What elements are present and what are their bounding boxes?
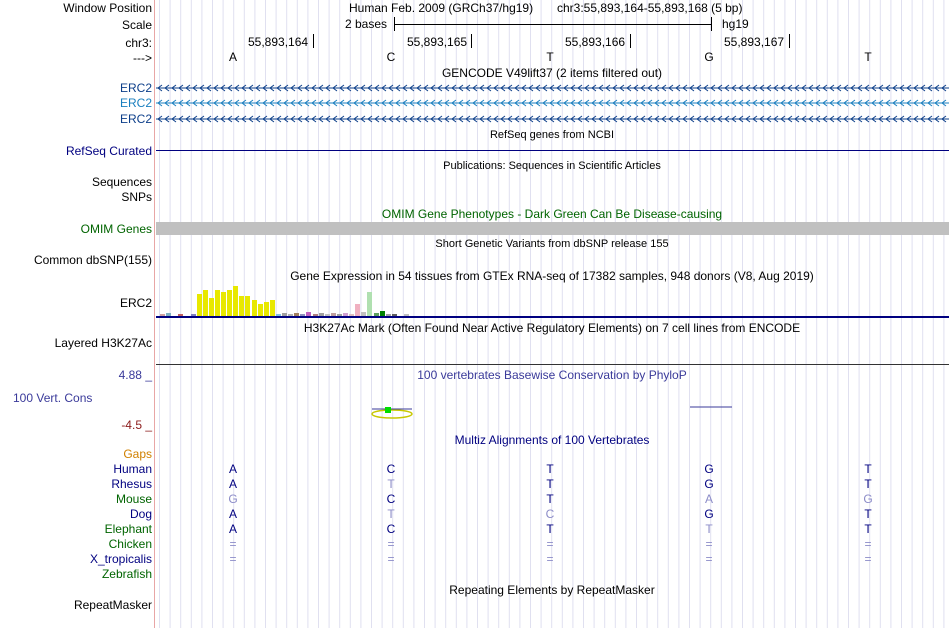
gtex-tissue-bar[interactable] — [258, 304, 263, 316]
alignment-base: A — [228, 522, 237, 536]
phylop-track-title[interactable]: 100 vertebrates Basewise Conservation by PhyloP — [417, 368, 687, 382]
chrom-label: chr3: — [125, 36, 152, 50]
snps-label[interactable]: SNPs — [121, 190, 152, 204]
scale-db: hg19 — [722, 17, 749, 31]
gtex-tissue-bar[interactable] — [245, 296, 250, 316]
gtex-tissue-bar[interactable] — [252, 300, 257, 316]
ref-base: G — [704, 50, 714, 64]
refseq-curated-label[interactable]: RefSeq Curated — [65, 144, 152, 158]
alignment-base: A — [228, 462, 237, 476]
alignment-base: C — [386, 522, 396, 536]
gtex-track-title[interactable]: Gene Expression in 54 tissues from GTEx RNA-seq of 17382 samples, 948 donors (V8, Aug 2019) — [290, 269, 814, 283]
species-label-mouse[interactable]: Mouse — [115, 492, 152, 506]
multiz-track-title[interactable]: Multiz Alignments of 100 Vertebrates — [454, 433, 650, 447]
species-label-dog[interactable]: Dog — [129, 507, 152, 521]
phylop-signal[interactable] — [156, 400, 949, 424]
coord-tick — [313, 34, 314, 48]
alignment-base: T — [546, 522, 554, 536]
alignment-base: T — [387, 507, 395, 521]
alignment-base: = — [387, 537, 395, 551]
window-position-value[interactable]: chr3:55,893,164-55,893,168 (5 bp) — [557, 1, 743, 15]
alignment-base: C — [386, 462, 396, 476]
alignment-base: T — [705, 522, 713, 536]
cons-max-label: 4.88 _ — [118, 368, 152, 382]
alignment-base: G — [704, 462, 714, 476]
ref-base: A — [228, 50, 237, 64]
ref-base: T — [546, 50, 554, 64]
alignment-base: T — [546, 492, 554, 506]
h3k27ac-track-title[interactable]: H3K27Ac Mark (Often Found Near Active Regulatory Elements) on 7 cell lines from ENCODE — [303, 321, 801, 335]
alignment-base: A — [228, 507, 237, 521]
h3k27ac-label[interactable]: Layered H3K27Ac — [54, 336, 152, 350]
gtex-tissue-bar[interactable] — [270, 300, 275, 316]
alignment-base: G — [228, 492, 238, 506]
scale-text: 2 bases — [345, 17, 388, 31]
cons-track-label[interactable]: 100 Vert. Cons — [13, 391, 93, 405]
scale-label: Scale — [121, 18, 152, 32]
gtex-tissue-bar[interactable] — [367, 292, 372, 316]
dbsnp-track-title[interactable]: Short Genetic Variants from dbSNP release 155 — [435, 238, 669, 250]
alignment-base: = — [229, 537, 237, 551]
alignment-base: T — [864, 462, 872, 476]
species-label-human[interactable]: Human — [113, 462, 152, 476]
gtex-tissue-bar[interactable] — [221, 292, 226, 316]
gtex-tissue-bar[interactable] — [215, 290, 220, 316]
species-label-elephant[interactable]: Elephant — [104, 522, 152, 536]
repeatmasker-label[interactable]: RepeatMasker — [73, 598, 152, 612]
dbsnp-label[interactable]: Common dbSNP(155) — [33, 253, 152, 267]
omim-genes-label[interactable]: OMIM Genes — [80, 222, 152, 236]
alignment-base: A — [228, 477, 237, 491]
alignment-base: G — [704, 507, 714, 521]
alignment-base: = — [864, 552, 872, 566]
gencode-item-erc2[interactable]: ERC2 — [119, 112, 152, 126]
species-label-x_tropicalis[interactable]: X_tropicalis — [89, 552, 152, 566]
gtex-tissue-bar[interactable] — [197, 294, 202, 316]
coord-tick — [789, 34, 790, 48]
gtex-baseline — [156, 316, 949, 318]
alignment-base: = — [387, 552, 395, 566]
gtex-tissue-bar[interactable] — [203, 290, 208, 316]
coord-tick — [471, 34, 472, 48]
left-margin-line — [154, 0, 155, 628]
alignment-base: A — [704, 492, 713, 506]
gencode-gene-features[interactable] — [156, 80, 949, 126]
species-label-rhesus[interactable]: Rhesus — [111, 477, 152, 491]
alignment-base: = — [229, 552, 237, 566]
species-label-chicken[interactable]: Chicken — [108, 537, 152, 551]
h3k27ac-baseline — [156, 364, 949, 365]
gtex-tissue-bar[interactable] — [264, 302, 269, 316]
publications-track-title[interactable]: Publications: Sequences in Scientific Articles — [443, 160, 661, 172]
coord-2: 55,893,165 — [407, 35, 468, 49]
gtex-gene-label[interactable]: ERC2 — [119, 296, 152, 310]
alignment-base: T — [864, 477, 872, 491]
sequences-label[interactable]: Sequences — [91, 175, 152, 189]
refseq-gene-line[interactable] — [156, 150, 949, 151]
coord-1: 55,893,164 — [248, 35, 309, 49]
ref-base: C — [386, 50, 396, 64]
coord-tick — [630, 34, 631, 48]
alignment-base: C — [545, 507, 555, 521]
scale-bar — [394, 17, 712, 31]
window-position-label: Window Position — [63, 1, 152, 15]
alignment-base: = — [864, 537, 872, 551]
gtex-tissue-bar[interactable] — [239, 296, 244, 316]
omim-track-title[interactable]: OMIM Gene Phenotypes - Dark Green Can Be Disease-causing — [381, 207, 723, 221]
alignment-base: C — [386, 492, 396, 506]
species-label-zebrafish[interactable]: Zebrafish — [101, 567, 152, 581]
assembly-name: Human Feb. 2009 (GRCh37/hg19) — [349, 1, 534, 15]
coord-4: 55,893,167 — [724, 35, 785, 49]
alignment-base: T — [546, 477, 554, 491]
alignment-base: = — [705, 537, 713, 551]
gaps-label[interactable]: Gaps — [123, 447, 152, 461]
alignment-base: T — [387, 477, 395, 491]
strand-label: ---> — [133, 51, 152, 65]
omim-gene-band[interactable] — [156, 222, 949, 235]
repeatmasker-track-title[interactable]: Repeating Elements by RepeatMasker — [449, 583, 655, 597]
ref-base: T — [864, 50, 872, 64]
alignment-base: T — [864, 507, 872, 521]
alignment-base: G — [704, 477, 714, 491]
alignment-base: T — [546, 462, 554, 476]
coord-3: 55,893,166 — [565, 35, 626, 49]
gtex-tissue-bar[interactable] — [233, 286, 238, 316]
alignment-base: = — [546, 552, 554, 566]
gencode-item-erc2[interactable]: ERC2 — [119, 96, 152, 110]
alignment-base: = — [546, 537, 554, 551]
cons-min-label: -4.5 _ — [121, 418, 152, 432]
alignment-base: = — [705, 552, 713, 566]
gencode-track-title[interactable]: GENCODE V49lift37 (2 items filtered out) — [441, 66, 663, 80]
gtex-tissue-bar[interactable] — [355, 304, 360, 316]
refseq-track-title[interactable]: RefSeq genes from NCBI — [489, 129, 615, 141]
gtex-expression-bars[interactable] — [156, 284, 949, 316]
gtex-tissue-bar[interactable] — [227, 290, 232, 316]
alignment-base: T — [864, 522, 872, 536]
gencode-item-erc2[interactable]: ERC2 — [119, 81, 152, 95]
alignment-base: G — [863, 492, 873, 506]
gtex-tissue-bar[interactable] — [209, 298, 214, 316]
